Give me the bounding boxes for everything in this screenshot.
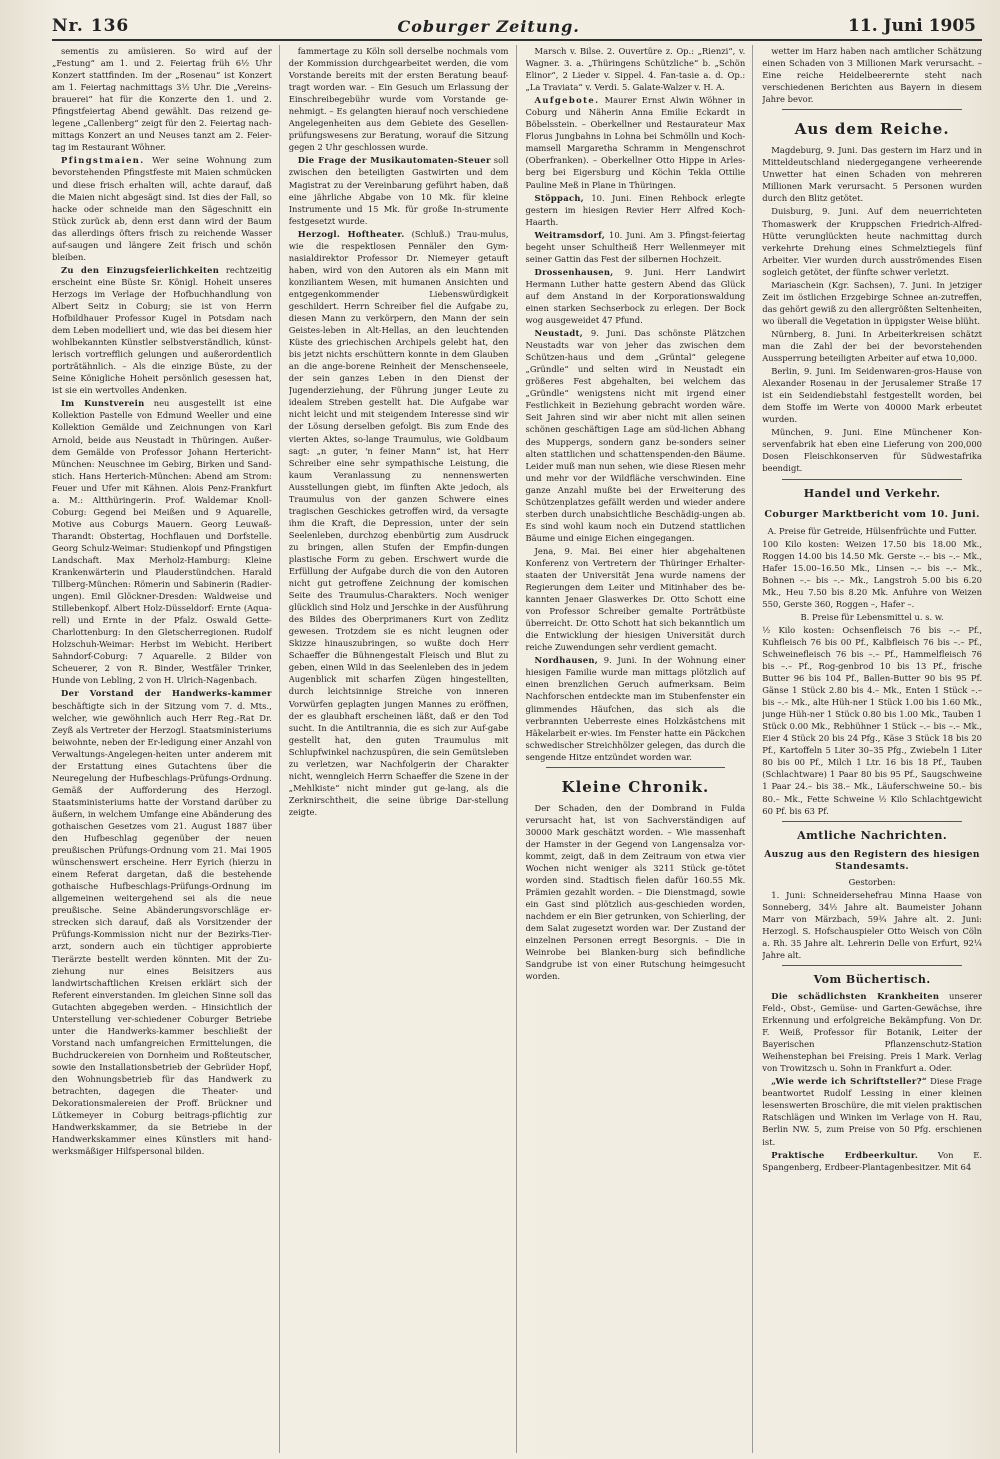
headline: Stöppach, (534, 192, 584, 203)
column-1 (52, 45, 280, 1453)
article-text: Von E. Spangenberg, Erdbeer-Plantagenbesitzer. Mit 64 (762, 1149, 982, 1172)
market-heading: B. Preise für Lebensmittel u. s. w. (800, 611, 944, 622)
article-text: Magdeburg, 9. Juni. Das gestern im Harz und in Mitteldeutschland niedergegangene verheerende Unwetter hat einen Schaden von mehreren Millionen Mark verursacht. 5 Personen wurden durch den Blitz getötet. (762, 145, 982, 204)
article (526, 229, 746, 265)
column-3 (526, 45, 754, 1453)
article (289, 154, 509, 226)
article (526, 94, 746, 190)
divider (782, 821, 962, 822)
article-text: unserer Feld-, Obst-, Gemüse- und Garten-Gewächse, ihre Erkennung und erfolgreiche Bekämpfung. Von Dr. F. Weiß, Professor für Botanik, Leiter der Bayerischen Pflanzenschutz-Station Weihenstephan bei Freising. Preis 1 Mark. Verlag von Trowitzsch u. Sohn in Frankfurt a. Oder. (762, 990, 982, 1074)
article (762, 990, 982, 1074)
headline: Praktische Erdbeerkultur. (771, 1149, 919, 1160)
article (526, 654, 746, 762)
article-text: fammertage zu Köln soll derselbe nochmals vom der Kommission durchgearbeitet werden, die vom Vorstande bereits mit der ersten Beratung beauf-tragt worden war. – Ein Gesuch um Erlassung der Einschreibegebühr wurde vom Vorstande ge-nehmigt. – Es gelangten hierauf noch verschiedene Angelegenheiten aus dem Gebiete des Gesellen-prüfungswesens zur Beratung, worauf die Sitzung gegen 2 Uhr geschlossen wurde. (288, 46, 509, 153)
article-text: Der Schaden, den der Dombrand in Fulda verursacht hat, ist von Sachverständigen auf 30000 Mark geschätzt worden. – Wie massenhaft der Hamster in der Gegend von Langensalza vor-kommt, zeigt, daß in dem Zeitraum von etwa vier Wochen nicht weniger als 3211 Stück ge-tötet worden sind. Stadtisch fielen dafür 160.55 Mk. Prämien gezahlt worden. – Die Dienstmagd, sowie ein Gast sind plötzlich aus-geschieden worden, nachdem er ein Bier getrunken, von Schierling, der dem Salat zugesetzt worden war. Der Zustand der einzelnen Personen erregt Besorgnis. – Die in Weinrobe bei Blanken-burg sich befindliche Sandgrube ist von einer Rutschung heimgesucht worden. (525, 802, 746, 982)
headline: Herzogl. Hoftheater. (297, 228, 405, 239)
article-text: Maurer Ernst Alwin Wöhner in Coburg und Näherin Anna Emilie Eckardt in Böbelsstein. – Oberkellner und Restaurateur Max Florus Jungbahns in Lohna bei Schmölln und Koch-mamsell Margaretha Schramm in Mengenschrot (Oberfranken). – Oberkellner Otto Hippe in Arles-berg bei Eigersburg und Köchin Tekla Ottilie Pauline Meß in Plane in Thüringen. (525, 95, 746, 190)
article (526, 192, 746, 228)
article-text: soll zwischen den beteiligten Gastwirten und dem Magistrat zu der Vereinbarung geführt haben, daß eine jährliche Abgabe von 10 Mk. für kleine Instrumente und 15 Mk. für große In-strumente festgesetzt wurde. (288, 155, 509, 226)
article-text: 9. Juni. In der Wohnung einer hiesigen Familie wurde man mittags plötzlich auf einen brenzlichen Geruch aufmerksam. Beim Nachforschen entdeckte man im Stubenfenster ein glimmendes Häufchen, das sich als die verbrannten Ueberreste eines Holzkästchens mit Häkelarbeit er-wies. Im Fenster hatte ein Päckchen schwedischer Streichhölzer gelegen, das durch die sengende Hitze entzündet worden war. (525, 655, 746, 762)
article (526, 327, 746, 544)
article (52, 397, 272, 686)
article-text: 9. Juni. Herr Landwirt Hermann Luther hatte gestern Abend das Glück auf dem Anstand in der Korporationswaldung einen starken Sechserbock zu erlegen. Der Bock wog ausgeweidet 47 Pfund. (525, 266, 746, 326)
article (52, 154, 272, 262)
headline: Weitramsdorf, (534, 229, 606, 240)
article-text: 10. Juni. Einen Rehbock erlegte gestern im hiesigen Revier Herr Alfred Koch-Haarth. (525, 192, 746, 227)
article-text: wetter im Harz haben nach amtlicher Schätzung einen Schaden von 3 Millionen Mark verursacht. – Eine reiche Heidelbeerernte steht nach verschiedenen Berichten aus Bayern in diesem Jahre bevor. (762, 46, 982, 105)
headline: Aufgebote. (534, 95, 600, 106)
article-text: Nürnberg, 8. Juni. In Arbeiterkreisen schätzt man die Zahl der bei der bevorstehenden Aussperrung beteiligten Arbeiter auf etwa 10,000. (762, 328, 982, 364)
market-prices: 100 Kilo kosten: Weizen 17.50 bis 18.00 Mk., Roggen 14.00 bis 14.50 Mk. Gerste –.– bis –.– Mk., Hafer 15.00–16.50 Mk., Linsen –.– bis –.– Mk., Bohnen –.– bis –.– Mk., Langstroh 5.00 bis 6.20 Mk., Heu 7.50 bis 8.20 Mk. Anfuhre von Weizen 550, Gerste 360, Roggen –, Hafer –. (762, 538, 982, 609)
article-text: sementis zu amüsieren. So wird auf der „Festung“ am 1. und 2. Feiertag früh 6½ Uhr Konzert stattfinden. Im der „Rosenau“ ist Konzert am 1. Feiertag nachmittags 3½ Uhr. Die „Vereins-brauerei“ hat für die Konzerte den 1. und 2. Pfingstfeiertag Abend gewählt. Das reizend ge-legene „Callenberg“ zeigt für den 2. Feiertag nach-mittags Konzert an und Neuses tanzt am 2. Feier-tag im Restaurant Wöhner. (52, 46, 272, 153)
section-heading: Vom Büchertisch. (813, 972, 931, 986)
section-heading: Aus dem Reiche. (794, 120, 950, 139)
article-text: Jena, 9. Mai. Bei einer hier abgehaltenen Konferenz von Vertretern der Thüringer Erhalter-staaten der Universität Jena wurde namens der Regierungen dem Leiter und Mitinhaber des be-kannten Jenaer Glaswerkes Dr. Otto Schott eine von Professor Schreiber gemalte Porträtbüste überreicht. Dr. Otto Schott hat sich bekanntlich um die Entwicklung der hiesigen Universität durch reiche Zuwendungen sehr verdient gemacht. (525, 545, 746, 653)
issue-date: 11. Juni 1905 (848, 16, 976, 36)
article-text: München, 9. Juni. Eine Münchener Kon-servenfabrik hat eben eine Lieferung von 200,000 Dosen Fleischkonserven für Südwestafrika beendigt. (762, 427, 982, 474)
article-text: Duisburg, 9. Juni. Auf dem neuerrichteten Thomaswerk der Kruppschen Friedrich-Alfred-Hütte verunglückten heute nachmittag durch verkehrte Drehung eines Schmelztiegels fünf Arbeiter. Vier wurden durch ausströmendes Eisen sogleich getötet, der fünfte schwer verletzt. (762, 206, 982, 277)
divider (782, 109, 962, 110)
subsection-heading: Coburger Marktbericht vom 10. Juni. (764, 508, 980, 520)
columns (52, 45, 982, 1453)
article (526, 266, 746, 326)
article-text: rechtzeitig erscheint eine Büste Sr. Königl. Hoheit unseres Herzogs im Verlage der Hofbuchhandlung von Albert Seitz in Coburg; sie ist von Herrn Hofbildhauer Professor Kugel in Potsdam nach dem Leben modelliert und, wie das bei diesem hier wohlbekannten Künstler selbstverständlich, künst-lerisch vortrefflich gelungen und außerordentlich porträtähnlich. – Als die einzige Büste, zu der Seine Königliche Hoheit persönlich gesessen hat, ist sie ein wertvolles Andenken. (52, 264, 272, 396)
section-heading: Amtliche Nachrichten. (797, 828, 948, 842)
subsection-heading: Auszug aus den Registern des hiesigen Standesamts. (764, 849, 980, 872)
headline: Drossenhausen, (534, 266, 614, 277)
article-text: neu ausgestellt ist eine Kollektion Pastelle von Edmund Weeller und eine Kollektion Gemälde und Zeichnungen von Karl Arnold, beide aus Neustadt in Thüringen. Außer-dem Gemälde von Professor Johann Hertericht-München: Neuschnee im Gebirg, Birken und Sand-stich. Hans Herterich-München: Abend am Strom: Feuer und Ufer mit Kähnen. Alois Penz-Frankfurt a. M.: Altthüringerin. Prof. Waldemar Knoll-Coburg: Gegend bei Meißen und 9 Aquarelle, Motive aus Coburgs Mauern. Georg Leuwaß-Tharandt: Obstertag, Hochflauen und Dorfstelle. Georg Schulz-Weimar: Studienkopf und Pfingstigen Landschaft. Max Merholz-Hamburg: Kleine Krankenwärterin und Plauderstündchen. Harald Tillberg-München: Römerin und Sabinerin (Radier-ungen). Emil Glöckner-Dresden: Waldweise und Stillebenkopf. Albert Holz-Düsseldorf: Ernte (Aqua-rell) und Ernte in der Pfalz. Oswald Gette-Charlottenburg: In den Gletscherregionen. Rudolf Holzschuh-Weimar: Herbst im Webicht. Heribert Sahndorf-Coburg: 7 Aquarelle. 2 Bilder von Scheuerer, 2 von R. Binder, Westfäler Trinker, Hunde von Lebling, 2 von H. Ulrich-Nagenbach. (52, 398, 272, 686)
article (762, 1075, 982, 1147)
article-text: Wer seine Wohnung zum bevorstehenden Pfingstfeste mit Maien schmücken und diese frisch erhalten will, achte darauf, daß die Maien nicht abgesägt sind. Ist dies der Fall, so hacke oder schneide man den Sägeschnitt ein Stück zurück ab, denn erst dann wird der Baum das allerdings öfters frisch zu reichende Wasser auf-saugen und längere Zeit frisch und schön bleiben. (52, 155, 272, 262)
headline: Der Vorstand der Handwerks-kammer (61, 688, 272, 699)
column-4 (762, 45, 982, 1453)
divider (782, 479, 962, 480)
article-text: Mariaschein (Kgr. Sachsen), 7. Juni. In jetziger Zeit im östlichen Erzgebirge Schnee an-zutreffen, das gehört gewiß zu den allergrößten Seltenheiten, wo überall die Vegetation in üppigster Weise blüht. (762, 279, 982, 326)
column-2 (289, 45, 517, 1453)
article-text: (Schluß.) Trau-mulus, wie die respektlosen Pennäler den Gym-nasialdirektor Professor Dr. Niemeyer getauft haben, wird von den Autoren als ein Mann mit konziliantem Wesen, mit humanen Ansichten und entgegenkommender Liebenswürdigkeit geschildert. Herrn Schreiber fiel die Aufgabe zu, diesen Mann zu verkörpern, den Mann der sein Geistes-leben in Alt-Hellas, an den leuchtenden Küste des griechischen Archipels gelebt hat, den bis jetzt nichts erschüttern konnte in dem Glauben an die ange-borene Reinheit der Menschenseele, der sein ganzes Leben in den Dienst der Jugenderziehung, der Führung junger Leute zu idealem Streben gestellt hat. Die Aufgabe war nicht leicht und mit steigendem Interesse sind wir der Lösung derselben gefolgt. Bis zum Ende des vierten Aktes, so-lange Traumulus, wie Goldbaum sagt: „n guter, 'n feiner Mann“ ist, hat Herr Schreiber eine sehr sympathische Leistung, die kaum Veranlassung zu nennenswerten Ausstellungen giebt, im fünften Akte jedoch, als Traumulus von der ganzen Schwere eines tragischen Geschickes getroffen wird, da versagte ihm die Kraft, die Depression, unter der sein Seelenleben, durchzog ebenbürtig zum Ausdruck zu bringen, allen Stufen der Empfin-dungen plastische Form zu geben. Erschwert wurde die Erfüllung der Aufgabe durch die von den Autoren nicht gut getroffene Zeichnung der komischen Seite des Traumulus-Charakters. Noch weniger glücklich sind Holz und Jerschke in der Ausführung des Bildes des Oberprimaners Kurt von Zedlitz gewesen. Trotzdem sie es nicht leugnen oder Skizze hinauszubringen, so wußte doch Herr Schaeffer die Bühnengestalt Fleisch und Blut zu geben, einen Wild in das Seelenleben des in jedem Augenblick mit scharfen Zügen hingestellten, durch leichtsinnige Streiche von inneren Vorwürfen geplagten jungen Mannes zu eröffnen, der es glaubhaft erscheinen läßt, daß er den Tod sucht. In die Antiltrannia, die es sich zur Auf-gabe gestellt hat, den guten Traumulus mit Schlupfwinkel nachzuspüren, die sein Gemütsleben zu verletzen, war Nachfolgerin der Charakter nicht, wenngleich Herrn Schaeffer die Szene in der „Mehlkiste“ nicht minder gut ge-lang, als die Zerknirschtheit, die seine übrige Dar-stellung zeigte. (288, 228, 509, 817)
article (52, 687, 272, 1157)
headline: Die Frage der Musikautomaten-Steuer (297, 155, 491, 166)
article-text: Marsch v. Bilse. 2. Ouvertüre z. Op.: „Rienzi“, v. Wagner. 3. a. „Thüringens Schützliche“ b. „Schön Elinor“, 2 Lieder v. Sippel. 4. Fan-tasie a. d. Op.: „La Traviata“ v. Verdi. 5. Galate-Walzer v. H. A. (525, 46, 746, 93)
headline: Zu den Einzugsfeierlichkeiten (61, 264, 220, 275)
divider (546, 767, 726, 768)
article-text: beschäftigte sich in der Sitzung vom 7. d. Mts., welcher, wie gewöhnlich auch Herr Reg.-Rat Dr. Zeyß als Vertreter der Herzogl. Staatsministeriums beiwohnte, neben der Er-ledigung einer Anzahl von Verwaltungs-Angelegen-heiten unter anderem mit der Erstattung eines Gutachtens über die Neuregelung der Hufbeschlags-Prüfungs-Ordnung. Gemäß der Aufforderung des Herzogl. Staatsministeriums hatte der Vorstand darüber zu äußern, in welchem Umfange eine Abänderung des gothaischen Gesetzes vom 21. August 1887 über den Hufbeschlag gegenüber der neuen preußischen Prüfungs-Ordnung vom 21. Mai 1905 wünschenswert erscheine. Herr Eyrich (hierzu in einem Referat dargetan, daß die bestehende gothaische Hufbeschlags-Prüfungs-Ordnung im allgemeinen weitergehend sei als die neue preußische. Seine Abänderungsvorschläge er-strecken sich darauf, daß als Vorsitzender der Prüfungs-Kommission nicht nur der Bezirks-Tier-arzt, sondern auch ein tüchtiger approbierte Tierärzte bestellt werden könnten. Mit der Zu-ziehung nur eines Beisitzers aus landwirtschaftlichen Kreisen erklärt sich der Referent einverstanden. Im gleichen Sinne soll das Gutachten abgegeben werden. – Hinsichtlich der Unterstellung ver-schiedener Coburger Betriebe unter die Handwerks-kammer beschließt der Vorstand nach umfangreichen Ermittelungen, die Buchdruckereien von Dornheim und Roßteutscher, sowie den Installationsbetrieb der Gebrüder Hopf, den Wohnungsbetrieb für das Handwerk zu betrachten, dagegen die Theater- und Dekorationsmalereien der Proff. Brückner und Lütkemeyer in Coburg beitrags-pflichtig zur Handwerkskammer, da sie Betriebe in der Handwerkskammer eines Künstlers mit hand-werksmäßiger Hilfspersonal bilden. (52, 700, 272, 1157)
article-text: Diese Frage beantwortet Rudolf Lessing in einer kleinen lesenswerten Broschüre, die mit vielen praktischen Ratschlägen und Winken im Verlage von H. Rau, Berlin NW. 5, zum Preise von 50 Pfg. erschienen ist. (762, 1076, 982, 1147)
market-heading: A. Preise für Getreide, Hülsenfrüchte und Futter. (767, 525, 977, 536)
market-prices: ½ Kilo kosten: Ochsenfleisch 76 bis –.– Pf., Kuhfleisch 76 bis 00 Pf., Kalbfleisch 76 bis –.– Pf., Schweinefleisch 76 bis –.– Pf., Hammelfleisch 76 bis –.– Pf., Rog-genbrod 10 bis 13 Pf., frische Butter 96 bis 104 Pf., Ballen-Butter 90 bis 95 Pf. Gänse 1 Stück 2.80 bis 4.– Mk., Enten 1 Stück –.– bis –.– Mk., alte Hüh-ner 1 Stück 1.00 bis 1.60 Mk., junge Hüh-ner 1 Stück 0.80 bis 1.00 Mk., Tauben 1 Stück 0.00 Mk., Rebhühner 1 Stück –.– bis –.– Mk., Eier 4 Stück 20 bis 24 Pfg., Käse 3 Stück 18 bis 20 Pf., Kartoffeln 5 Liter 30–35 Pfg., Zwiebeln 1 Liter 80 bis 00 Pf., Milch 1 Ltr. 16 bis 18 Pf., Tauben (Schlachtware) 1 Paar 80 bis 95 Pf., Saugschweine 1 Paar 24.– bis 38.– Mk., Läuferschweine 50.– bis 80.– Mk., Fette Schweine ½ Kilo Schlachtgewicht 60 Pf. bis 63 Pf. (762, 624, 982, 816)
article (52, 264, 272, 397)
market-report (762, 525, 982, 817)
article-text: Berlin, 9. Juni. Im Seidenwaren-gros-Hause von Alexander Rosenau in der Jerusalemer Straße 17 ist ein Seidendiebstahl festgestellt worden, bei dem Stoffe im Werte von 40000 Mark erbeutet wurden. (762, 366, 982, 425)
divider (782, 965, 962, 966)
headline: Nordhausen, (534, 655, 598, 666)
register-entries: 1. Juni: Schneidersehefrau Minna Haase von Sonneberg, 34½ Jahre alt. Baumeister Johann Marr von Märzbach, 59¾ Jahre alt. 2. Juni: Herzogl. S. Hofschauspieler Otto Weisch von Cöln a. Rh. 35 Jahre alt. Lehrerin Delle von Erfurt, 92¼ Jahre alt. (762, 889, 982, 960)
headline: Neustadt, (534, 328, 583, 339)
article (289, 228, 509, 818)
article-text: 10. Juni. Am 3. Pfingst-feiertag begeht unser Schultheiß Herr Wellenmeyer mit seiner Gattin das Fest der silbernen Hochzeit. (525, 229, 746, 264)
article (762, 1149, 982, 1173)
headline: „Wie werde ich Schriftsteller?“ (771, 1076, 927, 1087)
issue-number: Nr. 136 (52, 16, 130, 36)
headline: Pfingstmaien. (61, 155, 145, 166)
masthead (52, 12, 982, 41)
register-heading: Gestorben: (848, 876, 896, 887)
headline: Die schädlichsten Krankheiten (771, 990, 940, 1001)
paper-title: Coburger Zeitung. (397, 17, 580, 36)
section-heading: Kleine Chronik. (561, 777, 710, 796)
section-heading: Handel und Verkehr. (803, 486, 941, 500)
headline: Im Kunstverein (61, 398, 145, 409)
article-text: 9. Juni. Das schönste Plätzchen Neustadts war von jeher das zwischen dem Schützen-haus und dem „Grüntal“ gelegene „Gründle“ und selten wird in Neustadt ein größeres Fest abgehalten, bei welchem das „Gründle“ wenigstens nicht mit irgend einer Festlichkeit in Beziehung gebracht worden wäre. Seit Jahren sind wir aber nicht mit allen seinen schönen geschäftigen Lage am süd-lichen Abhang des Muppergs, sondern ganz be-sonders seiner alten stattlichen und schattenspenden-den Bäume. Leider muß man nun sehen, wie diese Riesen mehr und mehr vor der Wildfläche verschwinden. Eine ganze Anzahl mußte bei der Erweiterung des Schützenplatzes gefällt werden und wieder andere sterben durch unabsichtliche Beschädig-ungen ab. Es sind wohl kaum noch ein Dutzend stattlichen Bäume und einige Eichen eingegangen. (525, 328, 746, 543)
